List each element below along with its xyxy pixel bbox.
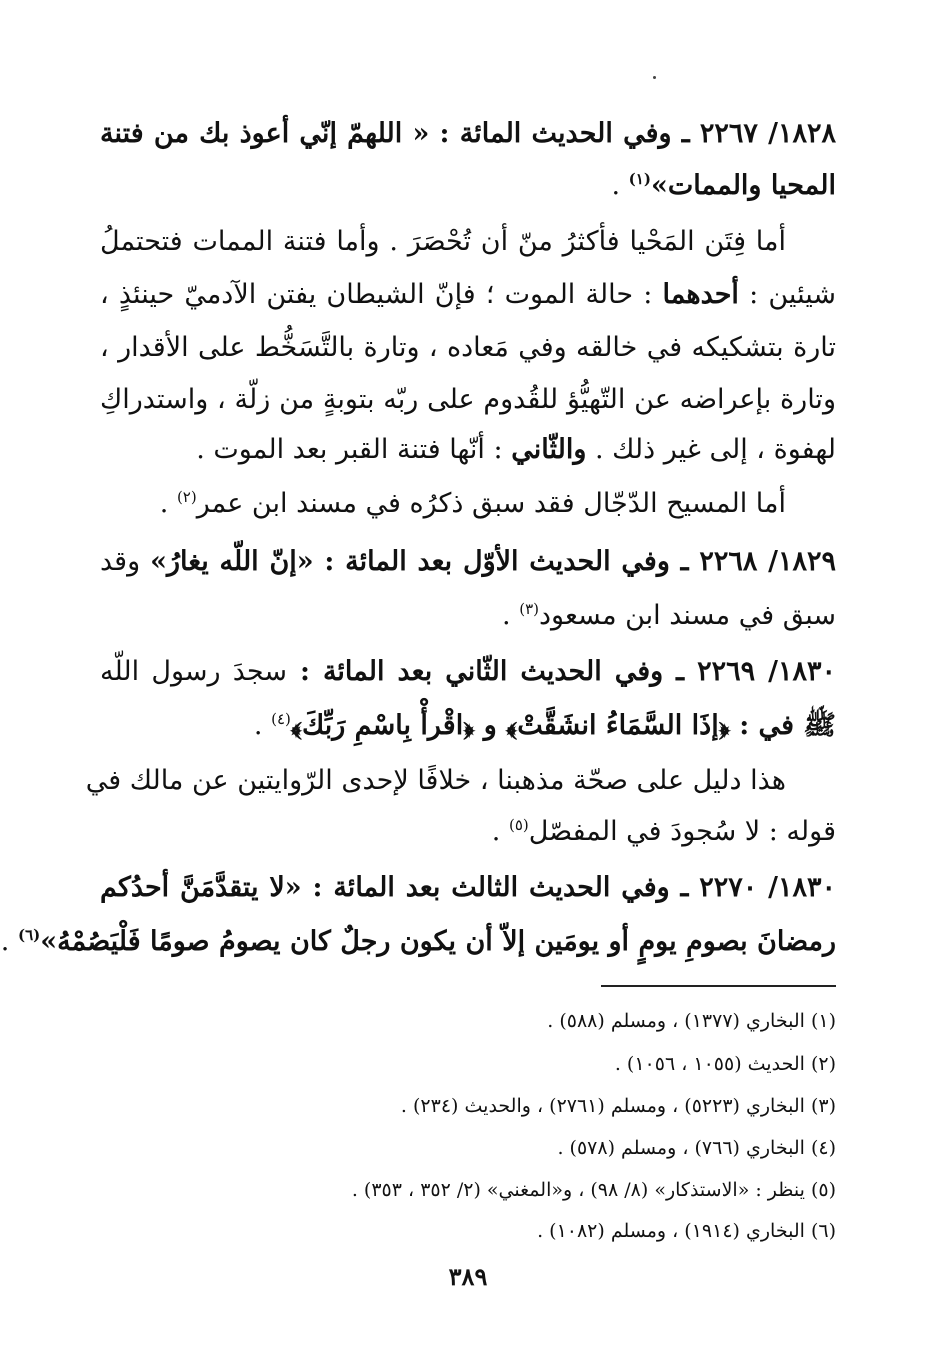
commentary-3-line-2 [100,810,836,856]
commentary-2-line-1 [100,482,836,528]
quran-verses: ﷺ في : ﴿إذَا السَّمَاءُ انشَقَّتْ﴾ و ﴿اقْرأْ بِاسْمِ رَبِّكَ﴾ [290,710,836,741]
footnote-4: (٤) البخاري (٧٦٦) ، ومسلم (٥٧٨) . [557,1137,836,1159]
hadith-1828-line-1: ١٨٢٨/ ٢٢٦٧ ـ وفي الحديث المائة : « اللهمّ إنّي أعوذ بك من فتنة [100,118,837,149]
footnote-separator [601,985,836,987]
commentary-1-line-1: أما فِتَن المَحْيا فأكثرُ منّ أن تُحْصَرَ . وأما فتنة الممات فتحتملُ [100,226,786,257]
period: . [491,816,501,847]
hadith-1828-text-end: المحيا والممات» [650,170,836,201]
hadith-1830-line-1 [100,650,836,696]
period: . [502,600,511,631]
commentary-1-line-5-a: لهفوة ، إلى غير ذلك . [586,434,836,465]
footnote-2: (٢) الحديث (١٠٥٥ ، ١٠٥٦) . [614,1053,836,1075]
footnote-ref-3[interactable]: (٣) [519,600,539,618]
footnote-ref-5[interactable]: (٥) [508,816,529,834]
commentary-1-line-5-b: : أنّها فتنة القبر بعد الموت . [196,434,512,465]
hadith-1830b-text: رمضانَ بصومِ يومٍ أو يومَين إلاّ أن يكون رجلٌ كان يصومُ صومًا فَلْيَصُمْهُ» [40,926,836,957]
hadith-1829-line-1 [100,540,836,586]
footnote-1: (١) البخاري (١٣٧٧) ، ومسلم (٥٨٨) . [547,1010,836,1032]
period: . [159,488,169,519]
hadith-1830-line-2 [100,704,836,750]
footnote-6: (٦) البخاري (١٩١٤) ، ومسلم (١٠٨٢) . [537,1220,836,1242]
commentary-1-line-2 [100,273,836,319]
footnote-5: (٥) ينظر : «الاستذكار» (٨/ ٩٨) ، و«المغني» (٢/ ٣٥٢ ، ٣٥٣) . [351,1179,836,1201]
commentary-1-line-3: تارة بتشكيكه في خالقه وفي مَعاده ، وتارة بالتَّسَخُّط على الأقدار ، [100,332,836,363]
first-meaning-label: أحدهما [662,279,739,310]
hadith-1830-heading: ١٨٣٠/ ٢٢٦٩ ـ وفي الحديث الثّاني بعد المائة : [286,656,836,687]
footnote-ref-2[interactable]: (٢) [176,488,197,506]
hadith-1830-line-1-end: سجدَ رسول اللّه [100,656,287,687]
hadith-1829-line-1-end: وقد [100,546,151,577]
period: . [611,170,621,201]
page-number: ٣٨٩ [448,1262,488,1291]
second-meaning-label: والثّاني [511,434,587,465]
commentary-3-line-1: هذا دليل على صحّة مذهبنا ، خلافًا لإحدى الرّوايتين عن مالك في [85,765,786,796]
commentary-1-line-2-a: شيئين : [738,279,836,310]
period: . [253,710,263,741]
commentary-2-text: أما المسيح الدّجّال فقد سبق ذكرُه في مسند ابن عمر [196,488,786,519]
scan-speck [653,76,656,79]
hadith-1829-line-2 [100,594,836,640]
footnote-ref-6[interactable]: (٦) [17,926,41,944]
hadith-1829-text: سبق في مسند ابن مسعود [538,600,836,631]
footnote-ref-4[interactable]: (٤) [271,710,291,728]
hadith-1829-heading: ١٨٢٩/ ٢٢٦٨ ـ وفي الحديث الأوّل بعد المائة : «إنّ اللّه يغارُ» [150,546,837,577]
footnote-3: (٣) البخاري (٥٢٢٣) ، ومسلم (٢٧٦١) ، والحديث (٢٣٤) . [400,1095,836,1117]
commentary-1-line-4: وتارة بإعراضه عن التّهيُّؤ للقُدوم على ربّه بتوبةٍ من زلّة ، واستدراكِ [100,384,836,415]
commentary-1-line-2-b: : حالة الموت ؛ فإنّ الشيطان يفتن الآدميّ حينئذٍ ، [100,279,663,310]
commentary-3-text: قوله : لا سُجودَ في المفصّل [528,816,836,847]
footnote-ref-1[interactable]: (١) [628,170,651,188]
hadith-1830b-line-1: ١٨٣٠/ ٢٢٧٠ ـ وفي الحديث الثالث بعد المائة : «لا يتقدَّمَنَّ أحدُكم [100,872,836,903]
commentary-1-line-5 [100,428,836,474]
period: . [0,926,10,957]
hadith-1828-line-2 [100,164,836,210]
hadith-1830b-line-2 [0,920,836,966]
